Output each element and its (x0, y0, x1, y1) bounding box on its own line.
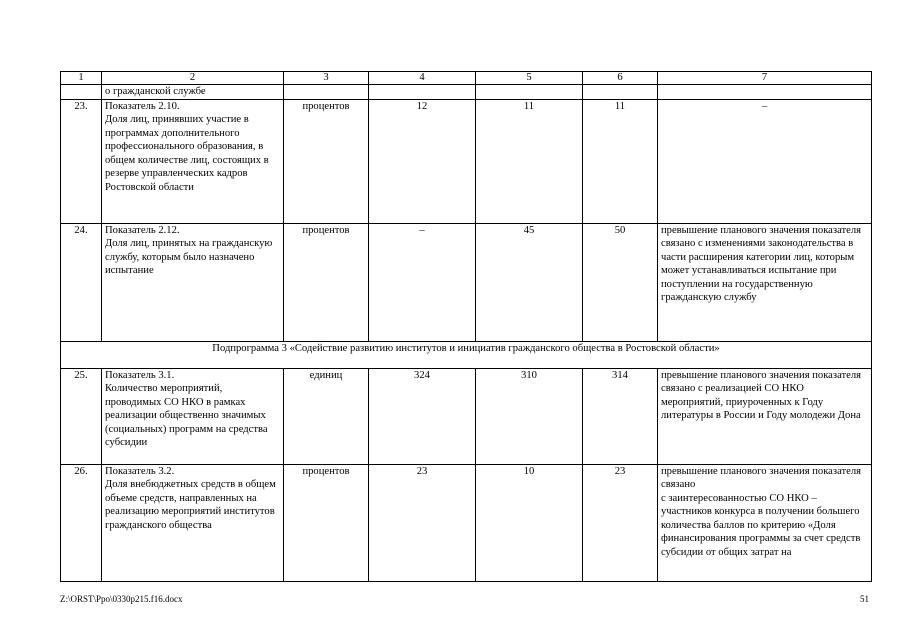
continuation-row (61, 85, 872, 100)
note-cell: превышение планового значения показателя связано с реализацией СО НКО мероприятий, приуроченных к Году литературы в России и Году молодежи Дона (658, 368, 872, 464)
row-number: 23. (61, 99, 102, 223)
value-cell-6: 50 (583, 223, 658, 341)
value-cell-4: 12 (369, 99, 476, 223)
continuation-text: о гражданской службе (102, 85, 284, 100)
value-cell-6: 314 (583, 368, 658, 464)
subprogram-row (61, 341, 872, 368)
indicator-cell: Показатель 2.12. Доля лиц, принятых на гражданскую службу, которым было назначено испытание (102, 223, 284, 341)
indicator-cell: Показатель 3.2. Доля внебюджетных средств в общем объеме средств, направленных на реализацию мероприятий институтов гражданского общества (102, 464, 284, 581)
value-cell-4: 324 (369, 368, 476, 464)
indicator-cell: Показатель 3.1. Количество мероприятий, проводимых СО НКО в рамках реализации общественно значимых (социальных) программ на средства субсидии (102, 368, 284, 464)
footer-page-number: 51 (860, 594, 869, 604)
indicators-table (60, 71, 872, 582)
table-row (61, 368, 872, 464)
header-cell: 4 (369, 72, 476, 85)
value-cell-6: 23 (583, 464, 658, 581)
unit-cell: процентов (284, 99, 369, 223)
header-cell: 5 (476, 72, 583, 85)
header-cell: 3 (284, 72, 369, 85)
subprogram-title: Подпрограмма 3 «Содействие развитию институтов и инициатив гражданского общества в Ростовской области» (61, 341, 872, 368)
table-row (61, 223, 872, 341)
footer-file-path: Z:\ORST\Ppo\0330p215.f16.docx (60, 594, 183, 604)
unit-cell: процентов (284, 464, 369, 581)
value-cell-5: 11 (476, 99, 583, 223)
row-number: 24. (61, 223, 102, 341)
unit-cell: процентов (284, 223, 369, 341)
indicator-cell: Показатель 2.10. Доля лиц, принявших участие в программах дополнительного профессионального образования, в общем количестве лиц, состоящих в резерве управленческих кадров Ростовской области (102, 99, 284, 223)
row-number: 26. (61, 464, 102, 581)
header-cell: 1 (61, 72, 102, 85)
header-cell: 6 (583, 72, 658, 85)
note-cell: – (658, 99, 872, 223)
value-cell-5: 10 (476, 464, 583, 581)
value-cell-4: – (369, 223, 476, 341)
value-cell-5: 45 (476, 223, 583, 341)
value-cell-6: 11 (583, 99, 658, 223)
table-header-row (61, 72, 872, 85)
table-row (61, 464, 872, 581)
row-number: 25. (61, 368, 102, 464)
value-cell-5: 310 (476, 368, 583, 464)
header-cell: 2 (102, 72, 284, 85)
value-cell-4: 23 (369, 464, 476, 581)
note-cell: превышение планового значения показателя связано с изменениями законодательства в части расширения категории лиц, которым может устанавливаться испытание при поступлении на государственную гражданскую службу (658, 223, 872, 341)
unit-cell: единиц (284, 368, 369, 464)
table-row (61, 99, 872, 223)
note-cell: превышение планового значения показателя связано с заинтересованностью СО НКО – участников конкурса в получении большего количества баллов по критерию «Доля финансирования программы за счет средств субсидии от общих затрат на (658, 464, 872, 581)
header-cell: 7 (658, 72, 872, 85)
